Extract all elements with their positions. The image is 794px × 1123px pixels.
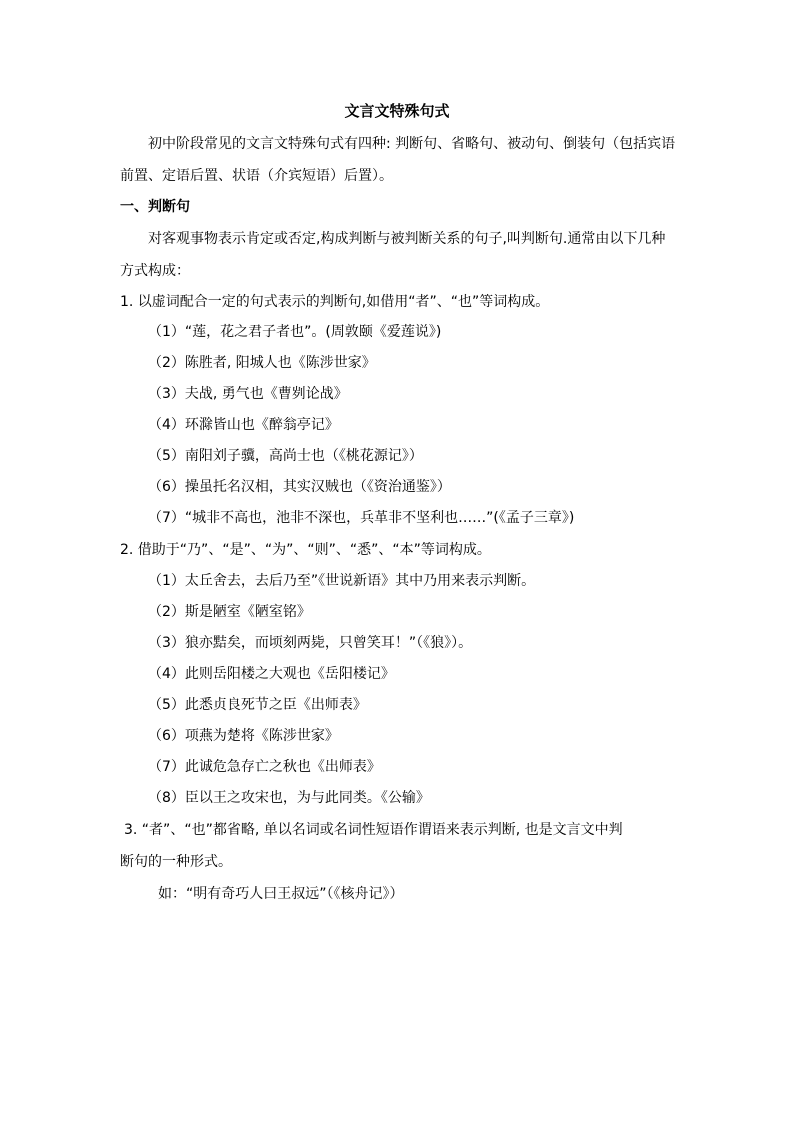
example-item: （3）夫战, 勇气也《曹刿论战》: [148, 386, 348, 402]
point-2: 2. 借助于“乃”、“是”、“为”、“则”、“悉”、“本”等词构成。: [120, 542, 491, 558]
example-item: （1）“莲，花之君子者也”。(周敦颐《爱莲说》): [148, 324, 442, 340]
document-title: 文言文特殊句式: [344, 102, 450, 120]
example-item: （7）“城非不高也，池非不深也，兵革非不坚利也……”(《孟子三章》): [148, 510, 575, 526]
example-item: （1）太丘舍去，去后乃至”《世说新语》其中乃用来表示判断。: [148, 573, 536, 589]
section-desc-line-1: 对客观事物表示肯定或否定,构成判断与被判断关系的句子,叫判断句.通常由以下几种: [148, 231, 666, 247]
example-item: （4）环滁皆山也《醉翁亭记》: [148, 417, 339, 433]
example-item: （7）此诚危急存亡之秋也《出师表》: [148, 759, 381, 775]
point-3-line-1: 3. “者”、“也”都省略, 单以名词或名词性短语作谓语来表示判断, 也是文言文中判: [124, 822, 623, 838]
example-item: （6）项燕为楚将《陈涉世家》: [148, 728, 339, 744]
example-item: （5）此悉贞良死节之臣《出师表》: [148, 697, 367, 713]
example-item: （2）斯是陋室《陋室铭》: [148, 604, 311, 620]
point-3-example: 如：“明有奇巧人曰王叔远”（《核舟记》）: [158, 886, 404, 902]
example-item: （8）臣以王之攻宋也，为与此同类。《公输》: [148, 790, 430, 806]
intro-line-1: 初中阶段常见的文言文特殊句式有四种: 判断句、省略句、被动句、倒装句（包括宾语: [148, 136, 676, 152]
example-item: （4）此则岳阳楼之大观也《岳阳楼记》: [148, 666, 395, 682]
intro-line-2: 前置、定语后置、状语（介宾短语）后置）。: [120, 168, 393, 184]
section-desc-line-2: 方式构成：: [120, 263, 190, 279]
example-item: （2）陈胜者, 阳城人也《陈涉世家》: [148, 355, 376, 371]
section-heading-judgment: 一、判断句: [120, 199, 190, 215]
point-1: 1. 以虚词配合一定的句式表示的判断句,如借用“者”、“也”等词构成。: [120, 294, 550, 310]
example-item: （5）南阳刘子骥，高尚士也（《桃花源记》）: [148, 448, 423, 464]
example-item: （3）狼亦黠矣，而顷刻两毙，只曾笑耳！”（《狼》）。: [148, 635, 473, 651]
example-item: （6）操虽托名汉相，其实汉贼也（《资治通鉴》）: [148, 479, 451, 495]
point-3-line-2: 断句的一种形式。: [120, 854, 232, 870]
